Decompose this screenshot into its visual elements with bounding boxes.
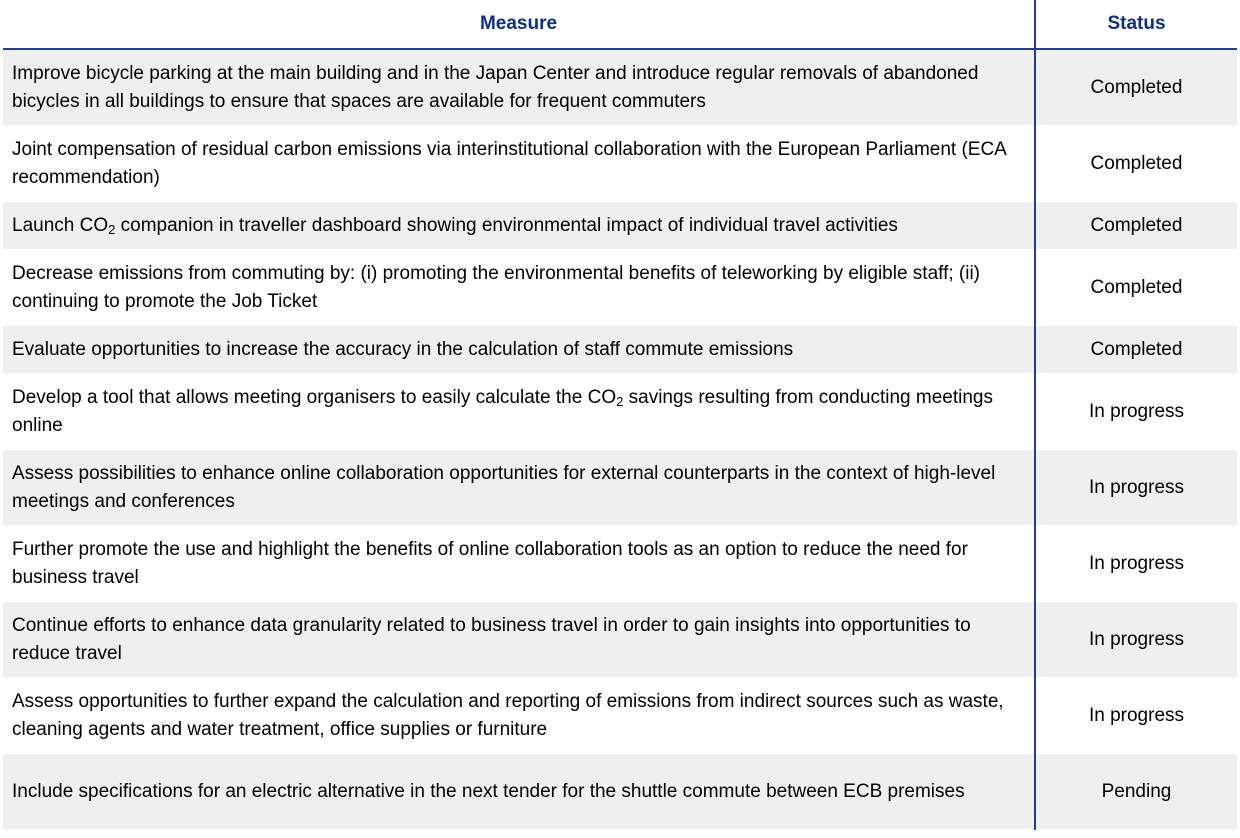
measure-text-post: savings resulting from conducting meetings online: [12, 386, 993, 436]
table-row: [3, 202, 1237, 250]
measure-cell: Assess opportunities to further expand the calculation and reporting of emissions from indirect sources such as waste, cleaning agents and water treatment, office supplies or furniture: [3, 678, 1035, 754]
table-row: [3, 250, 1237, 326]
table-row: [3, 526, 1237, 602]
table-row: [3, 754, 1237, 830]
table-row: [3, 326, 1237, 374]
status-cell: Completed: [1035, 326, 1237, 374]
table-row: [3, 49, 1237, 126]
measure-cell: Joint compensation of residual carbon emissions via interinstitutional collaboration with the European Parliament (ECA recommendation): [3, 126, 1035, 202]
measure-cell: Improve bicycle parking at the main building and in the Japan Center and introduce regular removals of abandoned bicycles in all buildings to ensure that spaces are available for frequent commuters: [3, 49, 1035, 126]
status-cell: In progress: [1035, 526, 1237, 602]
measure-subscript: 2: [616, 393, 624, 409]
measure-column-header: Measure: [3, 0, 1035, 49]
status-cell: Completed: [1035, 126, 1237, 202]
status-cell: Completed: [1035, 250, 1237, 326]
status-cell: Completed: [1035, 202, 1237, 250]
status-cell: Pending: [1035, 754, 1237, 830]
table-row: [3, 374, 1237, 450]
measure-text-post: companion in traveller dashboard showing environmental impact of individual travel activities: [115, 214, 898, 236]
status-cell: Completed: [1035, 49, 1237, 126]
table-row: [3, 678, 1237, 754]
measure-cell: Assess possibilities to enhance online collaboration opportunities for external counterparts in the context of high-level meetings and conferences: [3, 450, 1035, 526]
measure-cell: Continue efforts to enhance data granularity related to business travel in order to gain insights into opportunities to reduce travel: [3, 602, 1035, 678]
status-cell: In progress: [1035, 450, 1237, 526]
measure-subscript: 2: [108, 221, 116, 237]
measure-cell: Decrease emissions from commuting by: (i) promoting the environmental benefits of teleworking by eligible staff; (ii) continuing to promote the Job Ticket: [3, 250, 1035, 326]
table-row: [3, 126, 1237, 202]
measure-cell: Further promote the use and highlight the benefits of online collaboration tools as an option to reduce the need for business travel: [3, 526, 1035, 602]
measures-table: [3, 0, 1237, 830]
table-header-row: [3, 0, 1237, 49]
measure-cell: Evaluate opportunities to increase the accuracy in the calculation of staff commute emissions: [3, 326, 1035, 374]
measure-cell: [3, 202, 1035, 250]
measure-text-pre: Develop a tool that allows meeting organisers to easily calculate the CO: [12, 386, 617, 408]
status-cell: In progress: [1035, 602, 1237, 678]
status-column-header: Status: [1035, 0, 1237, 49]
table-row: [3, 602, 1237, 678]
status-cell: In progress: [1035, 678, 1237, 754]
measure-text-pre: Launch CO: [12, 214, 109, 236]
status-cell: In progress: [1035, 374, 1237, 450]
measure-cell: [3, 374, 1035, 450]
table-row: [3, 450, 1237, 526]
measure-cell: Include specifications for an electric alternative in the next tender for the shuttle commute between ECB premises: [3, 754, 1035, 830]
